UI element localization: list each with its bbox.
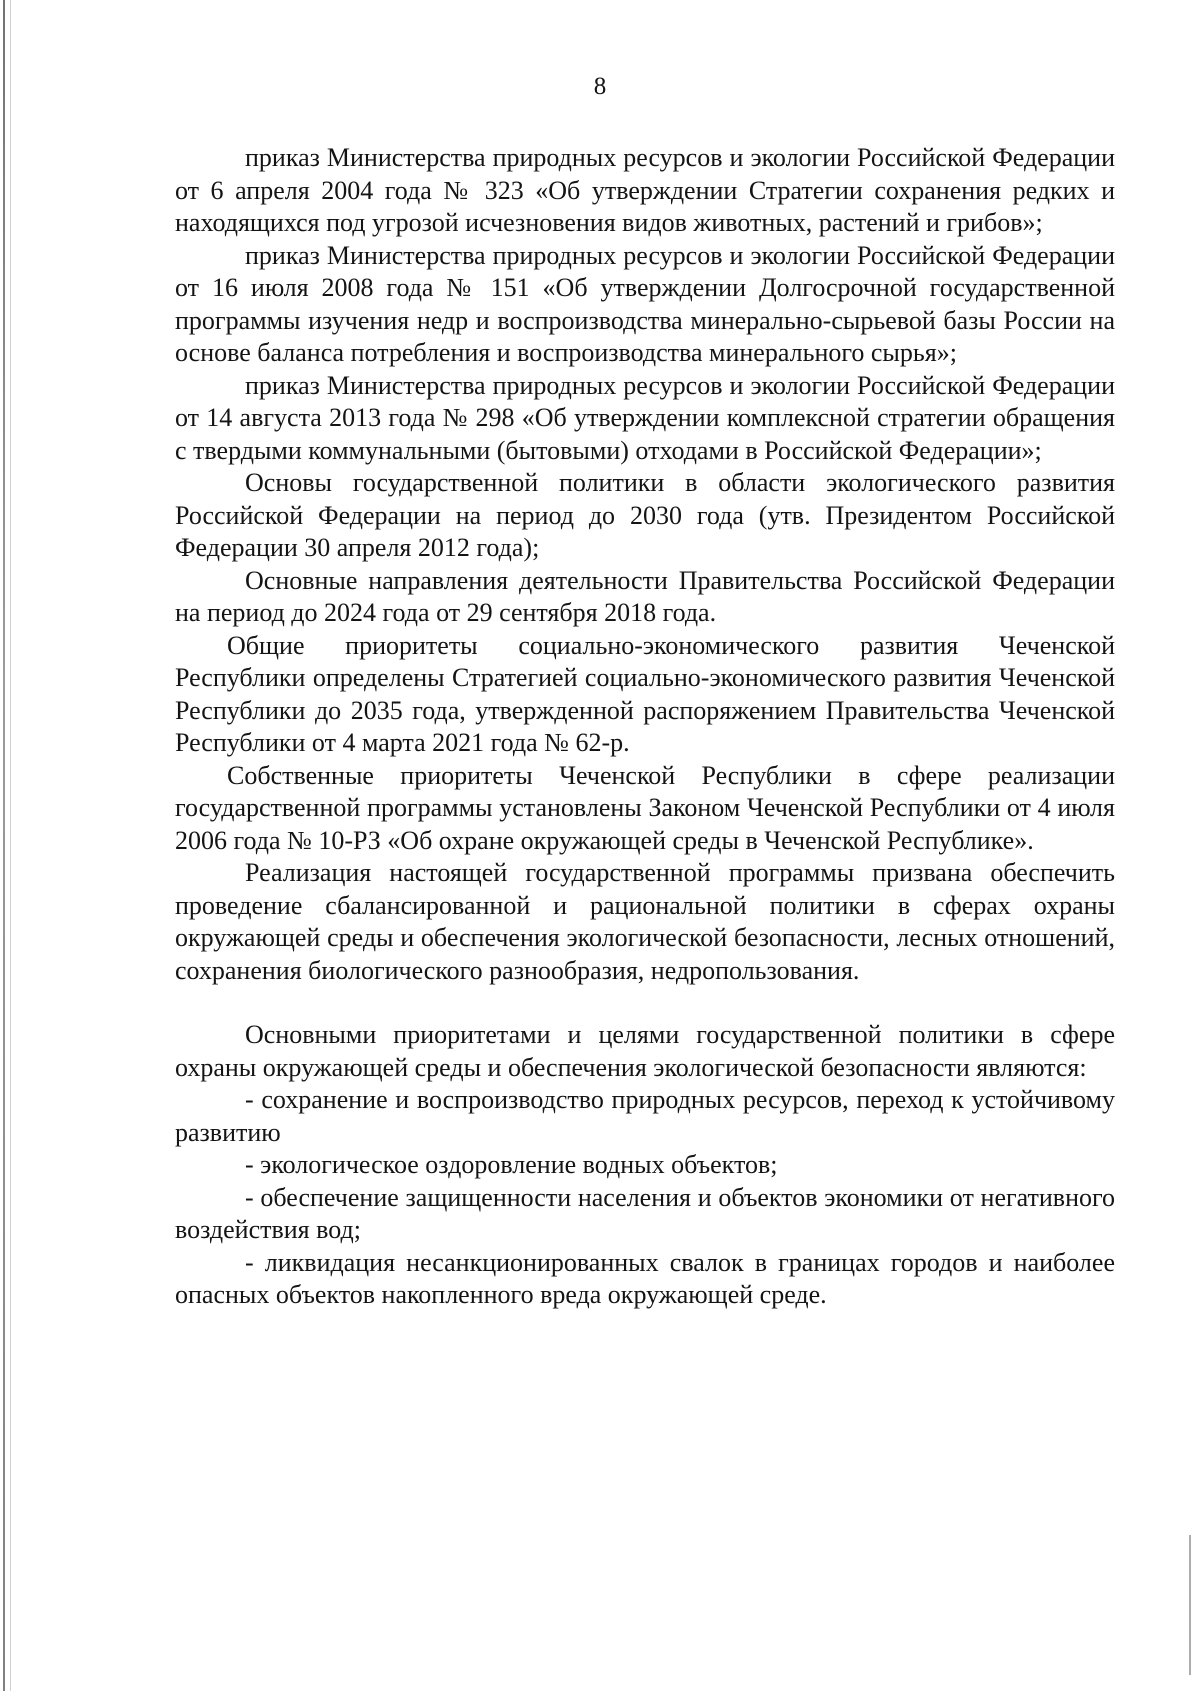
list-item: - экологическое оздоровление водных объектов; (245, 1150, 778, 1179)
list-item: - сохранение и воспроизводство природных ресурсов, переход к устойчивому развитию (175, 1085, 1115, 1147)
paragraph: Основные направления деятельности Правительства Российской Федерации на период до 2024 года от 29 сентября 2018 года. (175, 565, 1115, 627)
paragraph: Собственные приоритеты Чеченской Республики в сфере реализации государственной программы установлены Законом Чеченской Республики от 4 июля 2006 года № 10-РЗ «Об охране окружающей среды в Чеченской Республике». (175, 760, 1115, 855)
paragraph: Основными приоритетами и целями государственной политики в сфере охраны окружающей среды и обеспечения экологической безопасности являются: (175, 1020, 1115, 1082)
paragraph: приказ Министерства природных ресурсов и экологии Российской Федерации от 16 июля 2008 года № 151 «Об утверждении Долгосрочной государственной программы изучения недр и воспроизводства минерально-сырьевой базы России на основе баланса потребления и воспроизводства минерального сырья»; (175, 240, 1115, 367)
list-item: - обеспечение защищенности населения и объектов экономики от негативного воздействия вод; (175, 1182, 1115, 1244)
paragraph: приказ Министерства природных ресурсов и экологии Российской Федерации от 6 апреля 2004 года № 323 «Об утверждении Стратегии сохранения редких и находящихся под угрозой исчезновения видов животных, растений и грибов»; (175, 143, 1115, 237)
scan-edge-left (3, 0, 5, 1691)
paragraph: Реализация настоящей государственной программы призвана обеспечить проведение сбалансированной и рациональной политики в сферах охраны окружающей среды и обеспечения экологической безопасности, лесных отношений, сохранения биологического разнообразия, недропользования. (175, 858, 1115, 985)
page-number: 8 (593, 73, 607, 100)
list-item: - ликвидация несанкционированных свалок в границах городов и наиболее опасных объектов накопленного вреда окружающей среде. (175, 1247, 1115, 1309)
paragraph: Общие приоритеты социально-экономического развития Чеченской Республики определены Стратегией социально-экономического развития Чеченской Республики до 2035 года, утвержденной распоряжением Правительства Чеченской Республики от 4 марта 2021 года № 62-р. (175, 630, 1115, 757)
document-body (175, 142, 1115, 1312)
paragraph: Основы государственной политики в области экологического развития Российской Федерации на период до 2030 года (утв. Президентом Российской Федерации 30 апреля 2012 года); (175, 468, 1115, 562)
scan-edge-right (1189, 1535, 1191, 1675)
paragraph: приказ Министерства природных ресурсов и экологии Российской Федерации от 14 августа 2013 года № 298 «Об утверждении комплексной стратегии обращения с твердыми коммунальными (бытовыми) отходами в Российской Федерации»; (175, 370, 1115, 465)
scan-edge-left-inner (10, 0, 11, 1691)
